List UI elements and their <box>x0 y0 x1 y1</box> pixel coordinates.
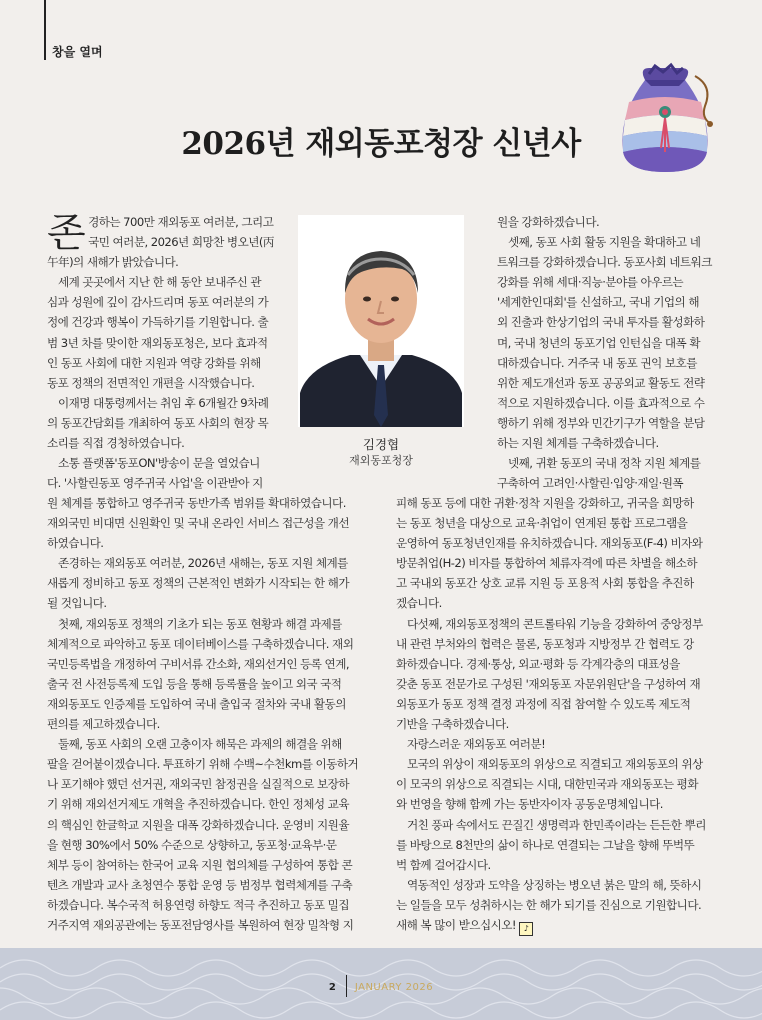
text-line: 피해 동포 등에 대한 귀환·정착 지원을 강화하고, 귀국을 희망하 <box>396 496 694 510</box>
text-line: 며, 국내 청년의 동포기업 인턴십을 대폭 확 <box>497 335 700 350</box>
text-line: 될 것입니다. <box>47 596 107 611</box>
section-label: 창을 열며 <box>52 45 103 59</box>
text-line: 거친 풍파 속에서도 끈질긴 생명력과 한민족이라는 든든한 뿌리 <box>407 817 706 832</box>
text-line: 다섯째, 재외동포정책의 콘트롤타워 기능을 강화하여 중앙정부 <box>407 616 703 631</box>
text-line: 모국의 위상이 재외동포의 위상으로 직결되고 재외동포의 위상 <box>407 757 703 772</box>
column-right-wide <box>396 493 722 936</box>
text-line: 겠습니다. <box>396 596 442 611</box>
text-line: 고 국내외 동포간 상호 교류 지원 등 포용적 사회 통합을 추진하 <box>396 576 694 591</box>
text-line: 소통 플랫폼'동포ON'방송이 문을 열었습니 <box>58 456 260 471</box>
text-line: 넷째, 귀환 동포의 국내 정착 지원 체계를 <box>508 456 701 471</box>
text-line: 체계적으로 파악하고 동포 데이터베이스를 구축하겠습니다. 재외 <box>47 636 354 651</box>
text-line: 구축하여 고려인·사할린·입양·재일·원폭 <box>497 476 684 491</box>
text-line: 하였습니다. <box>47 536 104 551</box>
issue-date: JANUARY 2026 <box>354 982 434 993</box>
text-line: 의 동포간담회를 개최하여 동포 사회의 현장 목 <box>47 415 269 430</box>
text-line: 원을 강화하겠습니다. <box>497 215 600 229</box>
text-line: 의 핵심인 한글학교 지원을 대폭 강화하겠습니다. 운영비 지원율 <box>47 817 349 832</box>
text-line: 하겠습니다. 복수국적 허용연령 하향도 적극 추진하고 동포 밀집 <box>47 897 349 912</box>
footer-divider <box>346 975 347 997</box>
photo-caption-role: 재외동포청장 <box>349 454 413 467</box>
page-title: 2026년 재외동포청장 신년사 <box>181 126 581 162</box>
text-line: 팔을 걷어붙이겠습니다. 투표하기 위해 수백~수천km를 이동하거 <box>47 757 359 772</box>
text-line: 인 동포 사회에 대한 지원과 역량 강화를 위해 <box>47 355 261 370</box>
closing-line: 새해 복 많이 받으십시오! <box>396 917 517 932</box>
text-line: 새롭게 정비하고 동포 정책의 근본적인 변화가 시작되는 한 해가 <box>47 576 349 591</box>
photo-caption-name: 김경협 <box>362 437 400 452</box>
text-line: 동포 정책의 전면적인 개편을 시작했습니다. <box>47 375 255 390</box>
text-line: 을 현행 30%에서 50% 수준으로 상향하고, 동포청·교육부·문 <box>47 837 337 852</box>
text-line: 국민등록법을 개정하여 구비서류 간소화, 재외선거인 등록 연계, <box>47 656 349 671</box>
text-line: 는 일들을 모두 성취하시는 한 해가 되기를 진심으로 기원합니다. <box>396 897 702 912</box>
text-line: 를 바탕으로 8천만의 삶이 하나로 연결되는 그날을 향해 뚜벅뚜 <box>396 837 695 852</box>
text-line: 내 관련 부처와의 협력은 물론, 동포청과 지방정부 간 협력도 강 <box>396 636 694 651</box>
text-line: 존경하는 재외동포 여러분, 2026년 새해는, 동포 지원 체계를 <box>58 556 348 571</box>
page-number: 2 <box>328 982 336 993</box>
text-line: 세계 곳곳에서 지난 한 해 동안 보내주신 관 <box>58 275 261 290</box>
text-line: 午年)의 새해가 밝았습니다. <box>47 255 179 270</box>
text-line <box>396 915 722 936</box>
text-line: 출국 전 사전등록제 도입 등을 통해 등록률을 높이고 외국 국적 <box>47 676 342 691</box>
text-line: 강화를 위해 세대·직능·분야를 아우르는 <box>497 275 684 290</box>
text-line: 적으로 지원하겠습니다. 이를 효과적으로 수 <box>497 395 705 410</box>
column-left-wide <box>47 493 367 935</box>
text-line: 트워크를 강화하겠습니다. 동포사회 네트워크 <box>497 255 712 270</box>
text-line: 재외국민 비대면 신원확인 및 국내 온라인 서비스 접근성을 개선 <box>47 516 349 531</box>
dropcap-letter: 존 <box>47 210 86 256</box>
text-line: 갖춘 동포 전문가로 구성된 '재외동포 자문위원단'을 구성하여 재 <box>396 676 701 691</box>
text-line: 심과 성원에 깊이 감사드리며 동포 여러분의 가 <box>47 295 269 310</box>
section-marker-line <box>44 0 46 60</box>
portrait-photo <box>298 215 464 427</box>
text-line: 범 3년 차를 맞이한 재외동포청은, 보다 효과적 <box>47 335 268 350</box>
text-line: 이재명 대통령께서는 취임 후 6개월간 9차례 <box>58 395 269 410</box>
text-line: '세계한인대회'를 신설하고, 국내 기업의 해 <box>497 295 699 310</box>
text-line: 자랑스러운 재외동포 여러분! <box>407 737 546 752</box>
lucky-pouch-illustration <box>615 62 715 177</box>
text-line: 위한 제도개선과 동포 공공외교 활동도 전략 <box>497 375 705 390</box>
text-line: 외 진출과 한상기업의 국내 투자를 활성화하 <box>497 315 705 330</box>
portrait-illustration <box>298 215 464 427</box>
text-line: 소리를 직접 경청하였습니다. <box>47 436 185 451</box>
text-line: 외동포가 동포 정책 결정 과정에 직접 참여할 수 있도록 제도적 <box>396 696 691 711</box>
text-line: 운영하여 동포청년인재를 유치하겠습니다. 재외동포(F-4) 비자와 <box>396 536 703 551</box>
text-line: 방문취업(H-2) 비자를 통합하여 체류자격에 따른 차별을 해소하 <box>396 556 697 571</box>
text-line: 기반을 구축하겠습니다. <box>396 717 509 732</box>
text-line: 둘째, 동포 사회의 오랜 고충이자 해묵은 과제의 해결을 위해 <box>58 737 342 752</box>
text-line: 체부 등이 참여하는 한국어 교육 지원 협의체를 구성하여 통합 콘 <box>47 857 353 872</box>
page-footer <box>0 975 762 997</box>
text-line: 역동적인 성장과 도약을 상징하는 병오년 붉은 말의 해, 뜻하시 <box>407 877 702 892</box>
text-line: 나 포기해야 했던 선거권, 재외국민 참정권을 실질적으로 보장하 <box>47 777 349 792</box>
text-line: 셋째, 동포 사회 활동 지원을 확대하고 네 <box>508 235 701 250</box>
text-line: 국민 여러분, 2026년 희망찬 병오년(丙 <box>88 235 274 250</box>
text-line: 하는 지원 체계를 구축하겠습니다. <box>497 436 659 451</box>
text-line: 편의를 제고하겠습니다. <box>47 717 160 732</box>
text-line: 텐츠 개발과 교사 초청연수 통합 운영 등 범정부 협력체계를 구축 <box>47 877 353 892</box>
text-line: 기 위해 재외선거제도 개혁을 추진하겠습니다. 한인 정체성 교육 <box>47 797 349 812</box>
text-line: 대하겠습니다. 거주국 내 동포 권익 보호를 <box>497 355 697 370</box>
text-line: 거주지역 재외공관에는 동포전담영사를 복원하여 현장 밀착형 지 <box>47 917 354 932</box>
text-line: 벅 함께 걸어갑시다. <box>396 857 491 872</box>
text-line: 재외동포도 인증제를 도입하여 국내 출입국 절차와 국내 활동의 <box>47 696 346 711</box>
text-line: 원 체계를 통합하고 영주귀국 동반가족 범위를 확대하였습니다. <box>47 496 346 510</box>
text-line: 와 번영을 향해 함께 가는 동반자이자 공동운명체입니다. <box>396 797 663 812</box>
text-line: 행하기 위해 정부와 민간기구가 역할을 분담 <box>497 415 705 430</box>
text-line: 경하는 700만 재외동포 여러분, 그리고 <box>88 215 274 229</box>
column-right-narrow <box>497 212 722 493</box>
text-line: 화하겠습니다. 경제·통상, 외교·평화 등 각계각층의 대표성을 <box>396 656 680 671</box>
text-line: 는 동포 청년을 대상으로 교육·취업이 연계된 통합 프로그램을 <box>396 516 688 531</box>
end-of-article-icon: ♪ <box>519 922 533 936</box>
text-line: 다. '사할린동포 영주귀국 사업'을 이관받아 지 <box>47 476 263 491</box>
column-left-narrow <box>47 212 287 493</box>
text-line: 정에 건강과 행복이 가득하기를 기원합니다. 출 <box>47 315 269 330</box>
text-line: 첫째, 재외동포 정책의 기초가 되는 동포 현황과 해결 과제를 <box>58 616 342 631</box>
text-line: 이 모국의 위상으로 직결되는 시대, 대한민국과 재외동포는 평화 <box>396 777 698 792</box>
